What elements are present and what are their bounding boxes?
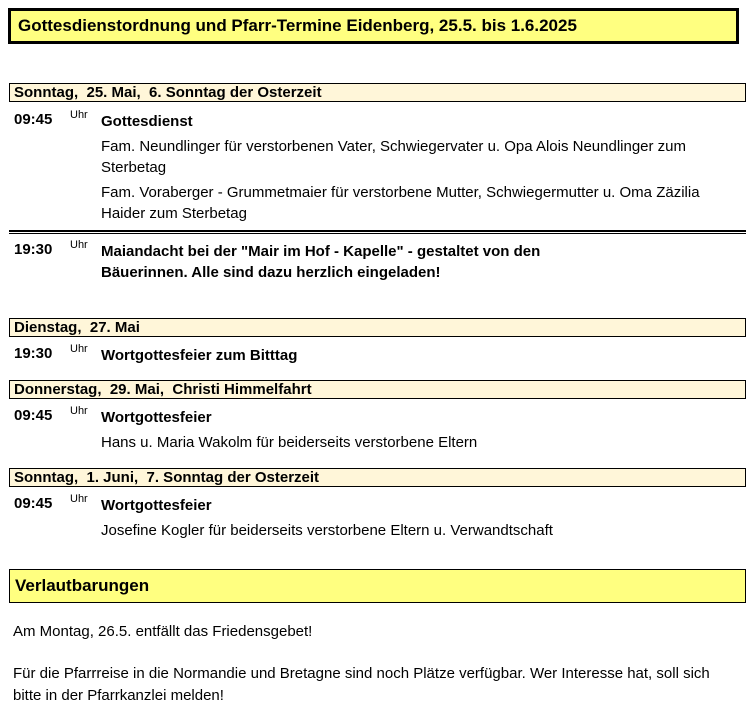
mass-intention: Josefine Kogler für beiderseits verstorbene Eltern u. Verwandtschaft	[101, 522, 553, 539]
event-title: Maiandacht bei der "Mair im Hof - Kapelle" - gestaltet von den Bäuerinnen. Alle sind dazu herzlich eingeladen!	[101, 243, 541, 281]
day-header-sunday-1: Sonntag, 1. Juni, 7. Sonntag der Osterzeit	[9, 468, 746, 487]
event-title: Wortgottesfeier	[101, 409, 212, 426]
event-time: 09:45	[14, 407, 53, 424]
event-title: Wortgottesfeier zum Bitttag	[101, 347, 298, 364]
day-header-tuesday-27: Dienstag, 27. Mai	[9, 318, 746, 337]
announcement-item: Am Montag, 26.5. entfällt das Friedensgebet!	[13, 623, 313, 640]
mass-intention: Fam. Voraberger - Grummetmaier für verstorbene Mutter, Schwiegermutter u. Oma Zäzilia Haider zum Sterbetag	[101, 184, 700, 222]
mass-intention: Fam. Neundlinger für verstorbenen Vater, Schwiegervater u. Opa Alois Neundlinger zum Sterbetag	[101, 138, 687, 176]
divider	[9, 230, 746, 234]
day-header-thursday-29: Donnerstag, 29. Mai, Christi Himmelfahrt	[9, 380, 746, 399]
page-title: Gottesdienstordnung und Pfarr-Termine Eidenberg, 25.5. bis 1.6.2025	[8, 8, 739, 44]
day-header-sunday-25: Sonntag, 25. Mai, 6. Sonntag der Osterzeit	[9, 83, 746, 102]
announcement-item: Für die Pfarrreise in die Normandie und Bretagne sind noch Plätze verfügbar. Wer Interesse hat, soll sich bitte in der Pfarrkanzlei melden!	[13, 665, 710, 704]
event-time: 19:30	[14, 241, 53, 258]
uhr-label: Uhr	[70, 405, 88, 417]
announcements-header: Verlautbarungen	[9, 569, 746, 603]
mass-intention: Hans u. Maria Wakolm für beiderseits verstorbene Eltern	[101, 434, 478, 451]
event-title: Wortgottesfeier	[101, 497, 212, 514]
event-time: 09:45	[14, 111, 53, 128]
event-title: Gottesdienst	[101, 113, 193, 130]
uhr-label: Uhr	[70, 493, 88, 505]
uhr-label: Uhr	[70, 239, 88, 251]
uhr-label: Uhr	[70, 343, 88, 355]
event-time: 19:30	[14, 345, 53, 362]
uhr-label: Uhr	[70, 109, 88, 121]
event-time: 09:45	[14, 495, 53, 512]
